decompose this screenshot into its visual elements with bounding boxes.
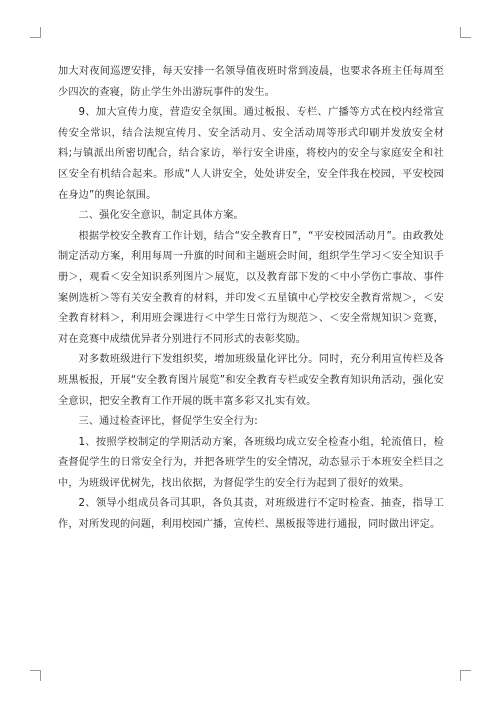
section-heading-2: 二、强化安全意识，制定具体方案。 <box>78 210 244 222</box>
paragraph-plan: 根据学校安全教育工作计划，结合“安全教育日”，“平安校园活动月”。由政教处制定活动方案，利用每周一升旗的时间和主题班会时间，组织学生学习＜安全知识手册＞，观看＜安全知识系列图片＞展览，以及教育部下发的＜中小学伤亡事故、事件案例选析＞等有关安全教育的材料，并印发＜五星镇中心学校安全教育常规＞，＜安全教育材料＞，利用班会课进行＜中学生日常行为规范＞、＜安全常规知识＞竞赛，对在竞赛中成绩优异者分别进行不同形式的表彰奖励。 <box>58 230 444 345</box>
crop-mark-bottom-left <box>30 670 41 681</box>
paragraph-publicity: 9、加大宣传力度，营造安全氛围。通过板报、专栏、广播等方式在校内经常宣传安全常识，结合法规宣传月、安全活动月、安全活动周等形式印刷并发放安全材料;与镇派出所密切配合，结合家访，举行安全讲座，将校内的安全与家庭安全和社区安全有机结合起来。形成“人人讲安全，处处讲安全，安全伴我在校园，平安校园在身边”的舆论氛围。 <box>58 107 444 201</box>
paragraph-continued: 加大对夜间巡逻安排，每天安排一名领导值夜班时常到凌晨，也要求各班主任每周至少四次的查寝，防止学生外出游玩事件的发生。 <box>58 66 444 98</box>
document-body <box>58 62 444 536</box>
paragraph-awards: 对多数班级进行下发组织奖，增加班级量化评比分。同时，充分利用宣传栏及各班黑板报，开展“安全教育图片展览”和安全教育专栏或安全教育知识角活动，强化安全意识，把安全教育工作开展的既丰富多彩又扎实有效。 <box>58 354 444 407</box>
section-heading-3: 三、通过检查评比，督促学生安全行为: <box>78 416 258 428</box>
crop-mark-top-right <box>460 27 471 38</box>
crop-mark-top-left <box>30 27 41 38</box>
paragraph-item-1: 1、按照学校制定的学期活动方案，各班级均成立安全检查小组，轮流值日，检查督促学生的日常安全行为，并把各班学生的安全情况，动态显示于本班安全栏目之中，为班级评优树先，找出依据，为督促学生的安全行为起到了很好的效果。 <box>58 436 444 489</box>
crop-mark-bottom-right <box>460 670 471 681</box>
paragraph-item-2: 2、领导小组成员各司其职，各负其责，对班级进行不定时检查、抽查，指导工作，对所发现的问题，利用校园广播，宣传栏、黑板报等进行通报，同时做出评定。 <box>58 498 444 531</box>
